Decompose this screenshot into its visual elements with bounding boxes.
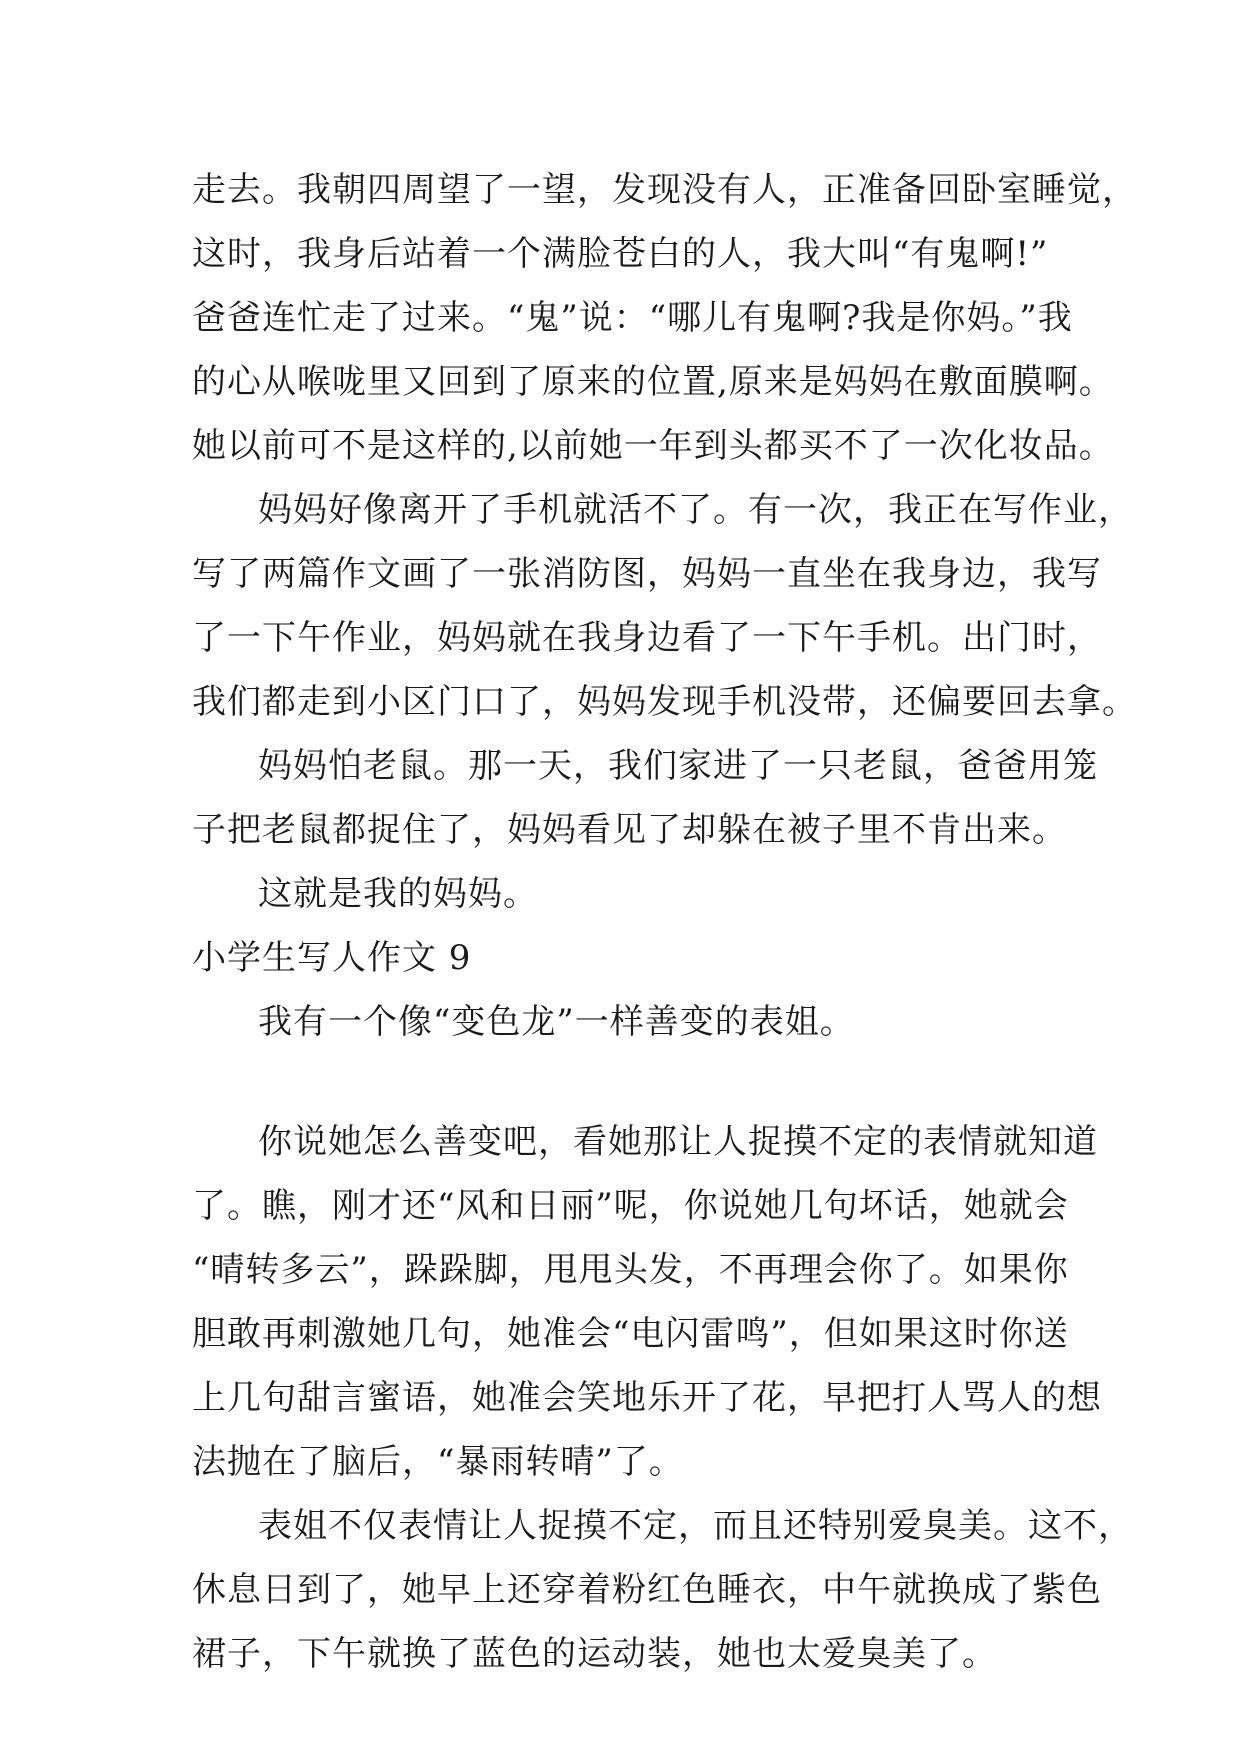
text-line: 表姐不仅表情让人捉摸不定，而且还特别爱臭美。这不，: [258, 1506, 1133, 1546]
text-line: “晴转多云”，跺跺脚，甩甩头发，不再理会你了。如果你: [192, 1250, 1069, 1290]
text-line: 了。瞧，刚才还“风和日丽”呢，你说她几句坏话，她就会: [192, 1186, 1069, 1226]
text-line: 子把老鼠都捉住了，妈妈看见了却躲在被子里不肯出来。: [192, 810, 1067, 850]
document-body: [192, 158, 1137, 1686]
text-line: 胆敢再刺激她几句，她准会“电闪雷鸣”，但如果这时你送: [192, 1314, 1069, 1354]
text-block-top: [192, 158, 1137, 1054]
text-line: 了一下午作业，妈妈就在我身边看了一下午手机。出门时，: [192, 618, 1102, 658]
text-line: 小学生写人作文 9: [192, 938, 472, 978]
text-line: 妈妈好像离开了手机就活不了。有一次，我正在写作业，: [258, 490, 1133, 530]
text-line: 妈妈怕老鼠。那一天，我们家进了一只老鼠，爸爸用笼: [258, 746, 1098, 786]
text-block-bottom: [192, 1110, 1133, 1686]
text-line: 这时，我身后站着一个满脸苍白的人，我大叫“有鬼啊!”: [192, 234, 1049, 274]
text-line: 她以前可不是这样的,以前她一年到头都买不了一次化妆品。: [192, 426, 1114, 466]
text-line: 写了两篇作文画了一张消防图，妈妈一直坐在我身边，我写: [192, 554, 1102, 594]
text-line: 法抛在了脑后，“暴雨转晴”了。: [192, 1442, 684, 1482]
paragraph-gap: [192, 1054, 1072, 1110]
text-line: 你说她怎么善变吧，看她那让人捉摸不定的表情就知道: [258, 1122, 1098, 1162]
text-line: 上几句甜言蜜语，她准会笑地乐开了花，早把打人骂人的想: [192, 1378, 1102, 1418]
text-line: 裙子，下午就换了蓝色的运动装，她也太爱臭美了。: [192, 1634, 997, 1674]
text-line: 休息日到了，她早上还穿着粉红色睡衣，中午就换成了紫色: [192, 1570, 1102, 1610]
text-line: 这就是我的妈妈。: [258, 874, 538, 914]
text-line: 我有一个像“变色龙”一样善变的表姐。: [258, 1002, 855, 1042]
text-line: 爸爸连忙走了过来。“鬼”说：“哪儿有鬼啊?我是你妈。”我: [192, 298, 1073, 338]
text-line: 我们都走到小区门口了，妈妈发现手机没带，还偏要回去拿。: [192, 682, 1137, 722]
text-line: 走去。我朝四周望了一望，发现没有人，正准备回卧室睡觉，: [192, 170, 1137, 210]
text-line: 的心从喉咙里又回到了原来的位置,原来是妈妈在敷面膜啊。: [192, 362, 1114, 402]
